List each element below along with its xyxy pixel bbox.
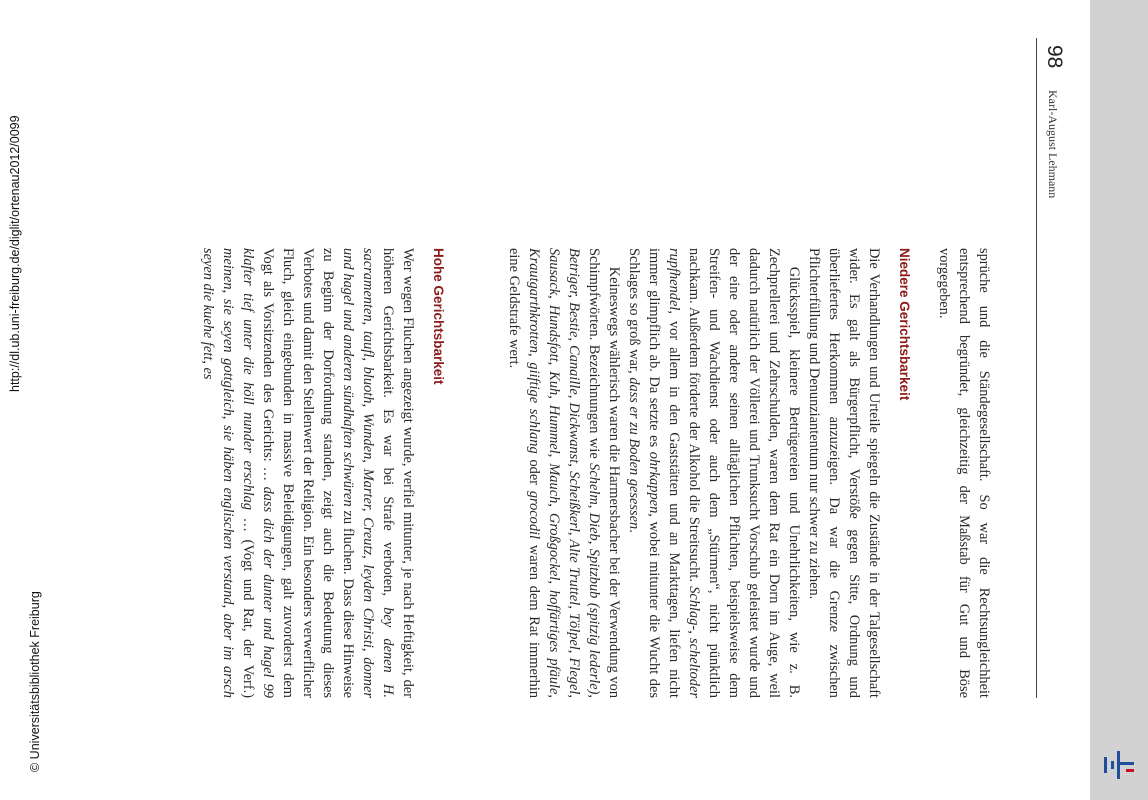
spacer xyxy=(914,248,934,698)
logo-accent xyxy=(1126,769,1134,772)
sidebar-strip xyxy=(1090,0,1148,800)
text-span: Wer wegen Fluchen angezeigt wurde, verfiel mitunter, je nach Heftigkeit, der höheren Gerichtsbarkeit. Es war bei Strafe verboten, xyxy=(380,248,416,698)
italic-span: grocodil xyxy=(526,490,542,540)
logo-bar xyxy=(1104,757,1107,773)
section-title-niedere: Niedere Gerichtsbarkeit xyxy=(897,248,912,401)
italic-span: dass er zu Boden gesessen xyxy=(626,377,642,530)
paragraph: Die Verhandlungen und Urteile spiegeln die Zustände in der Talgesellschaft wider. Es galt als Bürgerpflicht, Verstöße gegen Sitte, Ordnung und überliefertes Herkommen anzuzeigen. Da war die Grenze zwischen Pflichterfüllung und Denunziantentum nur schwer zu ziehen. xyxy=(806,248,882,698)
logo-bar xyxy=(1117,751,1120,779)
text-span: zu fluchen. Dass diese Hinweise zu Beginn der Dorfordnung standen, zeigt auch die Bedeutung dieses Verbotes und damit den Stellenwert der Religion. Ein besonders verwerflicher Fluch, gleich eingebunden in massive Beleidigungen, galt zuvorderst dem Vogt als Vorsitzenden des Gerichts: xyxy=(260,248,356,698)
header-rule xyxy=(1036,38,1037,698)
source-url-link[interactable]: http://dl.ub.uni-freiburg.de/diglit/ortenau2012/0099 xyxy=(8,115,22,392)
text-span: oder xyxy=(526,453,542,491)
italic-span: Schlag-, scheltoder rupfhendel xyxy=(666,248,702,698)
text-span: Keineswegs wählerisch waren die Harmersbacher bei der Verwendung von Schimpfwörten. Bezeichnungen wie xyxy=(586,248,622,699)
text-span: Glücksspiel, kleinere Betrügereien und Unehrlichkeiten, wie z. B. Zechprellerei und Zehrschulden, waren dem Rat ein Dorn im Auge, weil dadurch natürlich der Völlerei und Trunksucht Vorschub geleistet wurde und der eine oder andere seinen alltäglichen Pflichten, beispielsweise dem Streifen- und Wachdienst oder auch dem „Stürmen“, nicht pünktlich nachkam. Außerdem förderte der Alkohol die Streitsucht. xyxy=(686,248,802,698)
page-number: 98 xyxy=(1043,45,1066,69)
text-column-1 xyxy=(504,248,994,698)
paragraph: sprüche und die Ständegesellschaft. So war die Rechtsungleichheit entsprechend begründet, gleichzeitig der Maßstab für Gut und Böse vorgegeben. xyxy=(936,248,992,698)
text-span: … (Vogt und Rat, der Verf.) xyxy=(240,510,256,698)
text-span: . xyxy=(626,529,642,533)
logo-bar xyxy=(1111,761,1114,769)
italic-span: Schelm, Dieb, Spitzbub (spitzig lederle), Betriger, Bestie, Canaille, Dickwanst, Scheißkerl, Alte Truttel, Tölpel, Flegel, Sausack, Hundsfott, Kuh, Hummel, Mauch, Großgockel, hoffärtiges pfäule, Krautgarthkrotten, giiftige schlang xyxy=(526,248,602,698)
text-span: , vor allem in den Gaststätten und an Markttagen, liefen nicht immer glimpflich ab. Da setzte es xyxy=(646,248,682,698)
text-span: , wobei mitunter die Wucht des Schlages so groß war, xyxy=(626,248,662,698)
text-span: waren dem Rat immerhin eine Geldstrafe wert. xyxy=(506,248,542,699)
italic-span: meinen, sie seyen gottgleich, sie häben englischen verstand, aber im arsch seyen die kuehe fett, es xyxy=(200,248,236,698)
logo-bar xyxy=(1120,762,1134,765)
running-head: Karl-August Lehmann xyxy=(1046,90,1060,199)
ub-freiburg-logo xyxy=(1100,747,1140,783)
italic-span: bey denen H. sacramenten, taufl, bluoth, Wunden, Marter, Creutz, leyden Christi, donner und hagel und anderen sündhaften schwüren xyxy=(340,248,396,698)
paragraph xyxy=(504,248,624,698)
text-column-2 xyxy=(198,248,448,698)
italic-span: … dass dich der dunter und hagel 99 klafter tief unter die höll nunder erschlag xyxy=(240,248,276,698)
paragraph xyxy=(198,248,418,698)
section-title-hohe: Hohe Gerichtsbarkeit xyxy=(431,248,446,385)
italic-span: ohrkappen xyxy=(646,451,662,514)
copyright-notice: © Universitätsbibliothek Freiburg xyxy=(28,591,42,772)
paragraph xyxy=(624,248,804,698)
